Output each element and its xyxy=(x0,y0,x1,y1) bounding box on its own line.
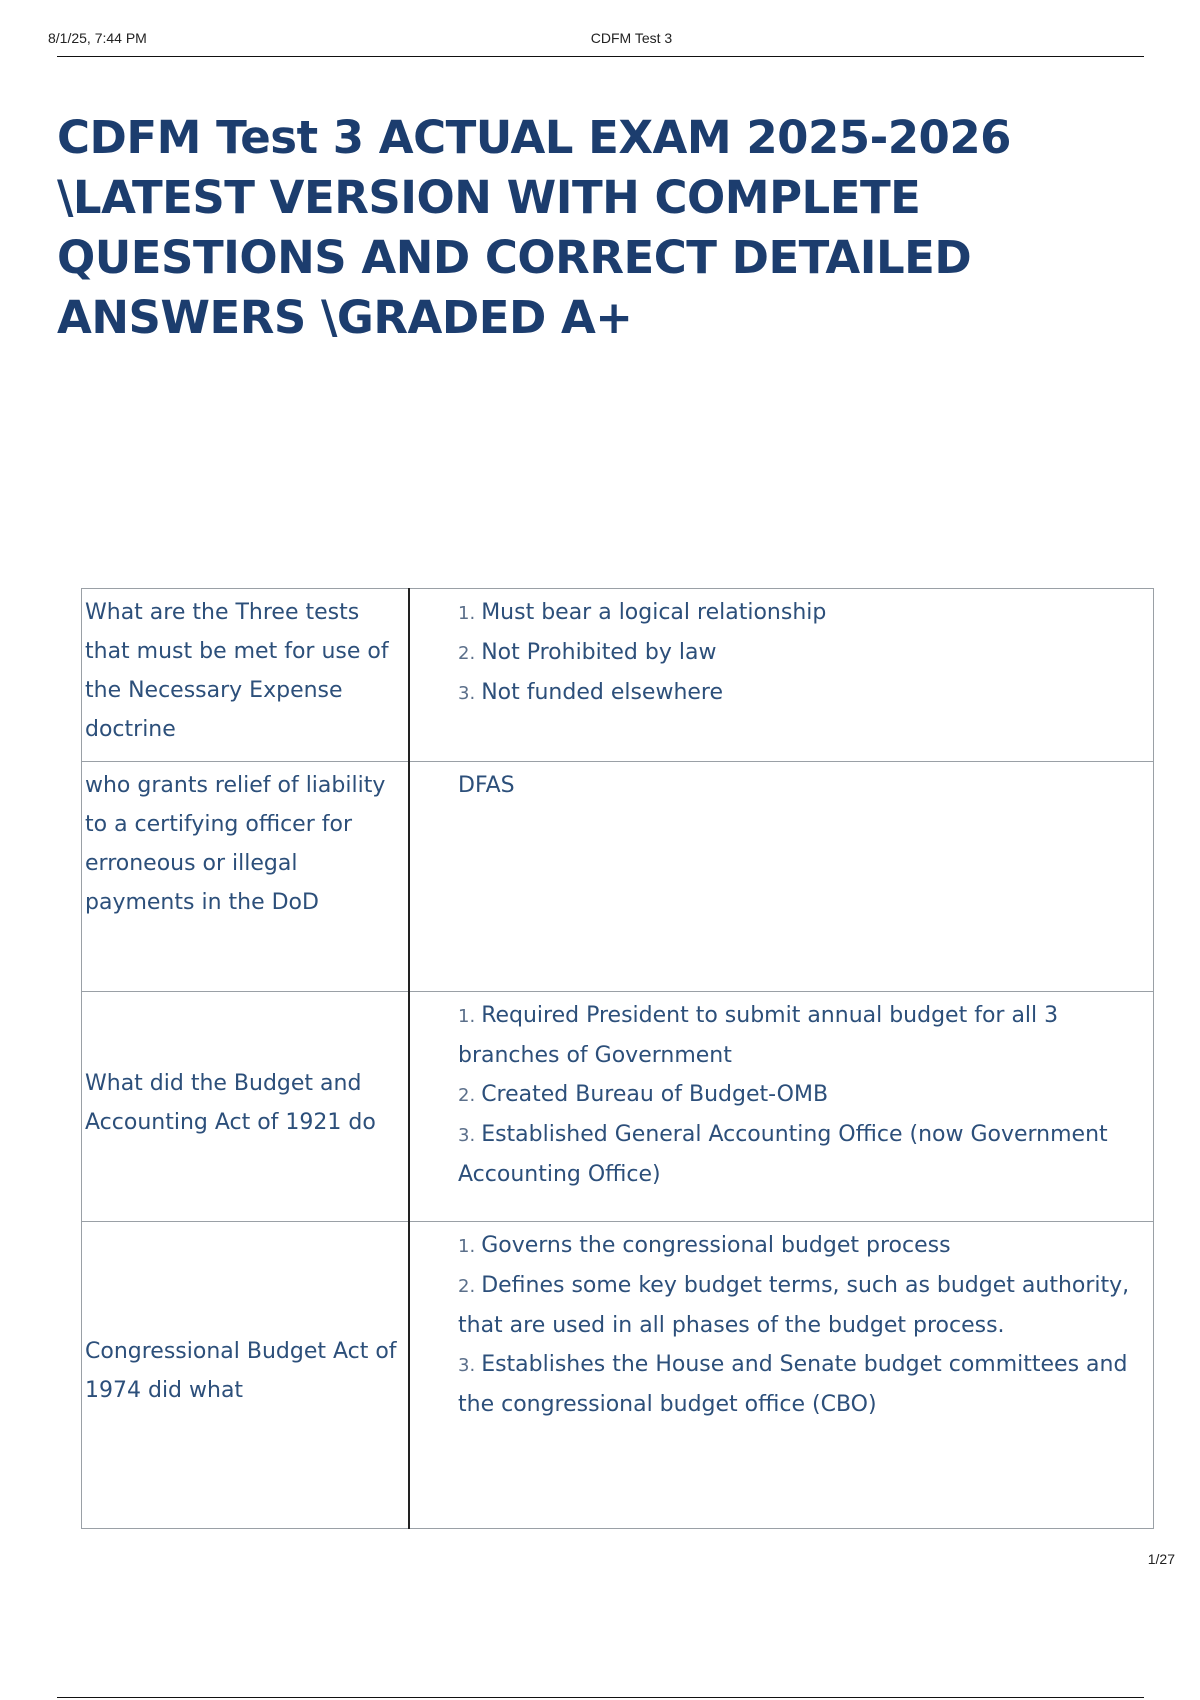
answer-item xyxy=(458,633,1143,673)
answer-item xyxy=(458,996,1143,1075)
answer-number: 1. xyxy=(458,1236,476,1257)
table-row xyxy=(82,589,1154,762)
answer-text: Governs the congressional budget process xyxy=(481,1233,951,1258)
header-doc-title: CDFM Test 3 xyxy=(590,30,673,46)
answer-text: Established General Accounting Office (now Government Accounting Office) xyxy=(458,1122,1108,1187)
answer-text: Not Prohibited by law xyxy=(481,640,717,665)
answer-text: Not funded elsewhere xyxy=(481,680,724,705)
table-row xyxy=(82,1222,1154,1529)
answer-number: 3. xyxy=(458,1125,476,1146)
answer-number: 3. xyxy=(458,1355,476,1376)
answer-text: DFAS xyxy=(458,773,515,798)
footer-divider xyxy=(57,1697,1144,1698)
answer-number: 3. xyxy=(458,683,476,704)
answer-item xyxy=(458,1345,1143,1424)
question-cell: Congressional Budget Act of 1974 did what xyxy=(82,1222,410,1529)
question-cell: What are the Three tests that must be met for use of the Necessary Expense doctrine xyxy=(82,589,410,762)
answer-item xyxy=(458,1115,1143,1194)
answer-number: 2. xyxy=(458,1085,476,1106)
answer-number: 2. xyxy=(458,643,476,664)
answer-text: Establishes the House and Senate budget committees and the congressional budget office (CBO) xyxy=(458,1352,1128,1417)
answer-item xyxy=(458,593,1143,633)
answer-cell xyxy=(409,1222,1154,1529)
answer-item xyxy=(458,673,1143,713)
table-row xyxy=(82,762,1154,992)
answer-cell xyxy=(409,589,1154,762)
table-row xyxy=(82,992,1154,1222)
answer-text: Required President to submit annual budget for all 3 branches of Government xyxy=(458,1003,1059,1068)
answer-number: 1. xyxy=(458,1006,476,1027)
answer-cell xyxy=(409,762,1154,992)
answer-number: 2. xyxy=(458,1276,476,1297)
question-cell: who grants relief of liability to a certifying officer for erroneous or illegal payments in the DoD xyxy=(82,762,410,992)
qa-table xyxy=(81,588,1154,1529)
question-cell: What did the Budget and Accounting Act of 1921 do xyxy=(82,992,410,1222)
answer-item xyxy=(458,1266,1143,1345)
page-title: CDFM Test 3 ACTUAL EXAM 2025-2026 \LATEST VERSION WITH COMPLETE QUESTIONS AND CORRECT DETAILED ANSWERS \GRADED A+ xyxy=(57,111,1011,344)
answer-item xyxy=(458,1226,1143,1266)
answer-text: Defines some key budget terms, such as budget authority, that are used in all phases of the budget process. xyxy=(458,1273,1130,1338)
answer-cell xyxy=(409,992,1154,1222)
answer-text: Must bear a logical relationship xyxy=(481,600,827,625)
header-divider xyxy=(57,56,1144,57)
answer-number: 1. xyxy=(458,603,476,624)
answer-text: Created Bureau of Budget-OMB xyxy=(481,1082,829,1107)
answer-item xyxy=(458,1075,1143,1115)
header-datetime: 8/1/25, 7:44 PM xyxy=(48,30,147,46)
page-number: 1/27 xyxy=(1147,1551,1175,1567)
